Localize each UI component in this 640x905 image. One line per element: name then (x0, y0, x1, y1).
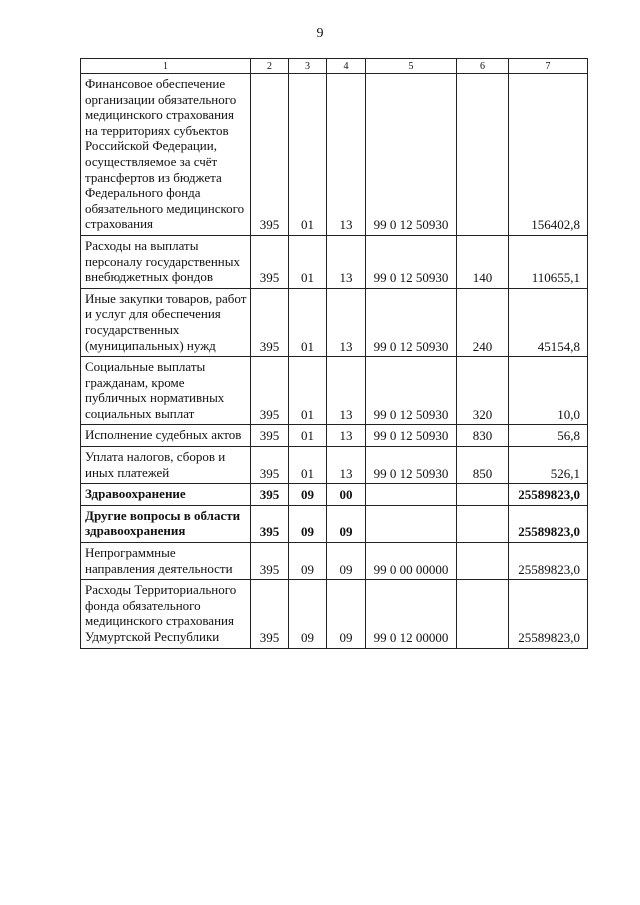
glava-code: 395 (251, 505, 289, 542)
glava-code: 395 (251, 580, 289, 648)
section-code: 01 (289, 288, 327, 356)
amount: 25589823,0 (509, 484, 588, 506)
table-row (81, 543, 588, 580)
expense-type-code: 240 (457, 288, 509, 356)
target-article-code (366, 484, 457, 506)
subsection-code: 13 (327, 425, 366, 447)
item-name: Расходы Территориального фонда обязательного медицинского страхования Удмуртской Республики (81, 580, 251, 648)
table-row (81, 235, 588, 288)
expense-type-code (457, 543, 509, 580)
subsection-code: 13 (327, 74, 366, 236)
column-number-row (81, 59, 588, 74)
glava-code: 395 (251, 543, 289, 580)
subsection-code: 13 (327, 235, 366, 288)
subsection-code: 13 (327, 447, 366, 484)
expense-type-code (457, 484, 509, 506)
section-code: 01 (289, 357, 327, 425)
section-code: 09 (289, 484, 327, 506)
section-code: 01 (289, 235, 327, 288)
item-name: Здравоохранение (81, 484, 251, 506)
column-header: 3 (289, 59, 327, 74)
glava-code: 395 (251, 74, 289, 236)
amount: 25589823,0 (509, 505, 588, 542)
target-article-code: 99 0 12 50930 (366, 425, 457, 447)
glava-code: 395 (251, 425, 289, 447)
table-row (81, 580, 588, 648)
section-code: 09 (289, 505, 327, 542)
column-header: 1 (81, 59, 251, 74)
glava-code: 395 (251, 235, 289, 288)
subsection-code: 09 (327, 505, 366, 542)
table-row-subsection (81, 505, 588, 542)
glava-code: 395 (251, 484, 289, 506)
amount: 25589823,0 (509, 580, 588, 648)
expense-type-code (457, 505, 509, 542)
section-code: 01 (289, 74, 327, 236)
amount: 45154,8 (509, 288, 588, 356)
target-article-code (366, 505, 457, 542)
column-header: 2 (251, 59, 289, 74)
subsection-code: 09 (327, 580, 366, 648)
subsection-code: 13 (327, 357, 366, 425)
target-article-code: 99 0 12 50930 (366, 357, 457, 425)
item-name: Финансовое обеспечение организации обязательного медицинского страхования на территориях субъектов Российской Федерации, осуществляемое за счёт трансфертов из бюджета Федерального фонда обязательного медицинского страхования (81, 74, 251, 236)
column-header: 5 (366, 59, 457, 74)
item-name: Другие вопросы в области здравоохранения (81, 505, 251, 542)
target-article-code: 99 0 12 00000 (366, 580, 457, 648)
table-row (81, 447, 588, 484)
item-name: Исполнение судебных актов (81, 425, 251, 447)
column-header: 7 (509, 59, 588, 74)
target-article-code: 99 0 12 50930 (366, 235, 457, 288)
expense-type-code: 830 (457, 425, 509, 447)
glava-code: 395 (251, 357, 289, 425)
section-code: 01 (289, 447, 327, 484)
item-name: Иные закупки товаров, работ и услуг для обеспечения государственных (муниципальных) нужд (81, 288, 251, 356)
section-code: 01 (289, 425, 327, 447)
amount: 526,1 (509, 447, 588, 484)
table-row (81, 425, 588, 447)
item-name: Социальные выплаты гражданам, кроме публичных нормативных социальных выплат (81, 357, 251, 425)
glava-code: 395 (251, 288, 289, 356)
table-row (81, 288, 588, 356)
target-article-code: 99 0 12 50930 (366, 74, 457, 236)
table-row (81, 357, 588, 425)
expense-type-code: 320 (457, 357, 509, 425)
target-article-code: 99 0 12 50930 (366, 288, 457, 356)
expense-type-code (457, 580, 509, 648)
amount: 110655,1 (509, 235, 588, 288)
section-code: 09 (289, 580, 327, 648)
item-name: Расходы на выплаты персоналу государственных внебюджетных фондов (81, 235, 251, 288)
subsection-code: 09 (327, 543, 366, 580)
column-header: 4 (327, 59, 366, 74)
glava-code: 395 (251, 447, 289, 484)
page-number: 9 (316, 26, 324, 41)
amount: 56,8 (509, 425, 588, 447)
item-name: Уплата налогов, сборов и иных платежей (81, 447, 251, 484)
table-row (81, 74, 588, 236)
amount: 10,0 (509, 357, 588, 425)
target-article-code: 99 0 12 50930 (366, 447, 457, 484)
section-code: 09 (289, 543, 327, 580)
expense-type-code: 140 (457, 235, 509, 288)
budget-table (80, 58, 588, 649)
amount: 156402,8 (509, 74, 588, 236)
subsection-code: 13 (327, 288, 366, 356)
table-row-section (81, 484, 588, 506)
subsection-code: 00 (327, 484, 366, 506)
item-name: Непрограммные направления деятельности (81, 543, 251, 580)
target-article-code: 99 0 00 00000 (366, 543, 457, 580)
expense-type-code: 850 (457, 447, 509, 484)
column-header: 6 (457, 59, 509, 74)
expense-type-code (457, 74, 509, 236)
amount: 25589823,0 (509, 543, 588, 580)
